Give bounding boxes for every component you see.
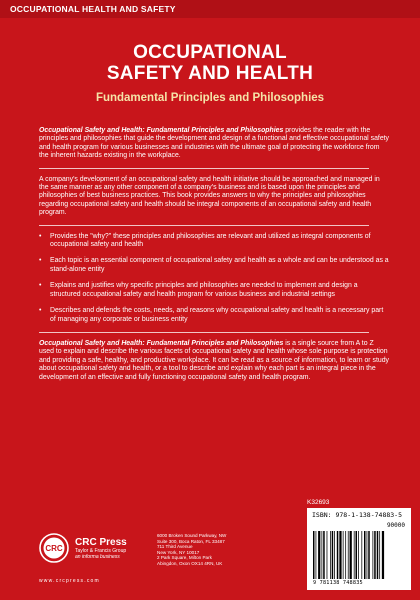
intro-text: provides the reader with the principles and philosophies that guide the development and design of a functional and effective occupational safety and health program for various businesses and industries with the ultimate goal of protecting the workforce from the inherent hazards existing in the workplace.: [39, 127, 390, 160]
category-label: OCCUPATIONAL HEALTH AND SAFETY: [10, 4, 176, 14]
publisher-informa: an informa business: [75, 554, 120, 560]
bullet-icon: •: [39, 307, 42, 315]
barcode-number: 9 781138 748835: [313, 580, 363, 586]
closing-text: is a single source from A to Z used to explain and describe the various facets of occupational safety and health whose sole purpose is protection and providing a safe, healthy, and productive workplace. It can be read as a source of information, to learn or study about occupational safety and health, or a tool to describe and explain why each part is an integral piece in the development of an effective and fully functioning occupational safety and health program.: [39, 339, 389, 381]
divider-2: [39, 225, 369, 226]
address-line: New York, NY 10017: [157, 549, 200, 555]
address-line: 6000 Broken Sound Parkway, NW: [157, 533, 227, 538]
publisher-website: www.crcpress.com: [39, 578, 100, 584]
feature-text: Explains and justifies why specific principles and philosophies are needed to implement and design a structured occupational safety and health program for various business and industrial settings: [50, 282, 358, 298]
divider-1: [39, 168, 369, 169]
publisher-block: [39, 533, 259, 588]
book-subtitle: Fundamental Principles and Philosophies: [95, 92, 325, 104]
book-title: [0, 42, 420, 84]
bullet-icon: •: [39, 232, 42, 240]
bullet-icon: •: [39, 282, 42, 290]
publisher-name-block: [75, 537, 155, 560]
publisher-addresses: [157, 533, 267, 567]
feature-item: [39, 257, 389, 274]
publisher-name: CRC Press: [75, 537, 127, 548]
title-line-2: SAFETY AND HEALTH: [106, 63, 314, 84]
title-line-1: OCCUPATIONAL: [133, 42, 287, 63]
bullet-icon: •: [39, 257, 42, 265]
address-line: Abingdon, Oxon OX14 4RN, UK: [157, 560, 223, 566]
feature-text: Each topic is an essential component of occupational safety and health as a whole and can be understood as a stand-alone entity: [50, 257, 389, 273]
crc-logo-icon: [39, 533, 69, 563]
address-line: 2 Park Square, Milton Park: [157, 555, 212, 561]
category-bar: [0, 0, 420, 18]
barcode-icon: [313, 531, 405, 579]
feature-text: Describes and defends the costs, needs, and reasons why occupational safety and health is a necessary part of managing any corporate or business entity: [50, 307, 384, 323]
price-code: 90000: [386, 522, 405, 529]
address-line: Suite 300, Boca Raton, FL 33487: [157, 538, 225, 544]
isbn-label: ISBN: 978-1-138-74883-5: [312, 511, 403, 519]
barcode-area: [307, 508, 411, 590]
paragraph-2: A company's development of an occupational safety and health initiative should be approached and managed in the same manner as any other component of a company's business and is based upon the principles and philosophies of best business practices. This book provides answers to why the principles and philosophies regarding occupational safety and health should be integral components of an occupational safety and health program.: [39, 175, 380, 217]
publisher-group: Taylor & Francis Group: [75, 548, 127, 554]
description-body: [39, 127, 389, 389]
intro-book-title: Occupational Safety and Health: Fundamental Principles and Philosophies: [39, 127, 284, 134]
feature-item: [39, 307, 389, 324]
feature-item: [39, 282, 389, 299]
closing-book-title: Occupational Safety and Health: Fundamental Principles and Philosophies: [39, 339, 284, 347]
feature-item: [39, 233, 389, 250]
catalog-number: K32693: [307, 499, 330, 506]
divider-3: [39, 332, 369, 333]
feature-text: Provides the "why?" these principles and philosophies are relevant and utilized as integral components of occupational safety and health: [50, 232, 371, 249]
address-line: 711 Third Avenue: [157, 544, 193, 550]
logo-text: CRC: [45, 544, 63, 553]
closing-paragraph: [39, 340, 389, 382]
feature-list: [39, 233, 389, 324]
intro-paragraph: [39, 127, 389, 161]
